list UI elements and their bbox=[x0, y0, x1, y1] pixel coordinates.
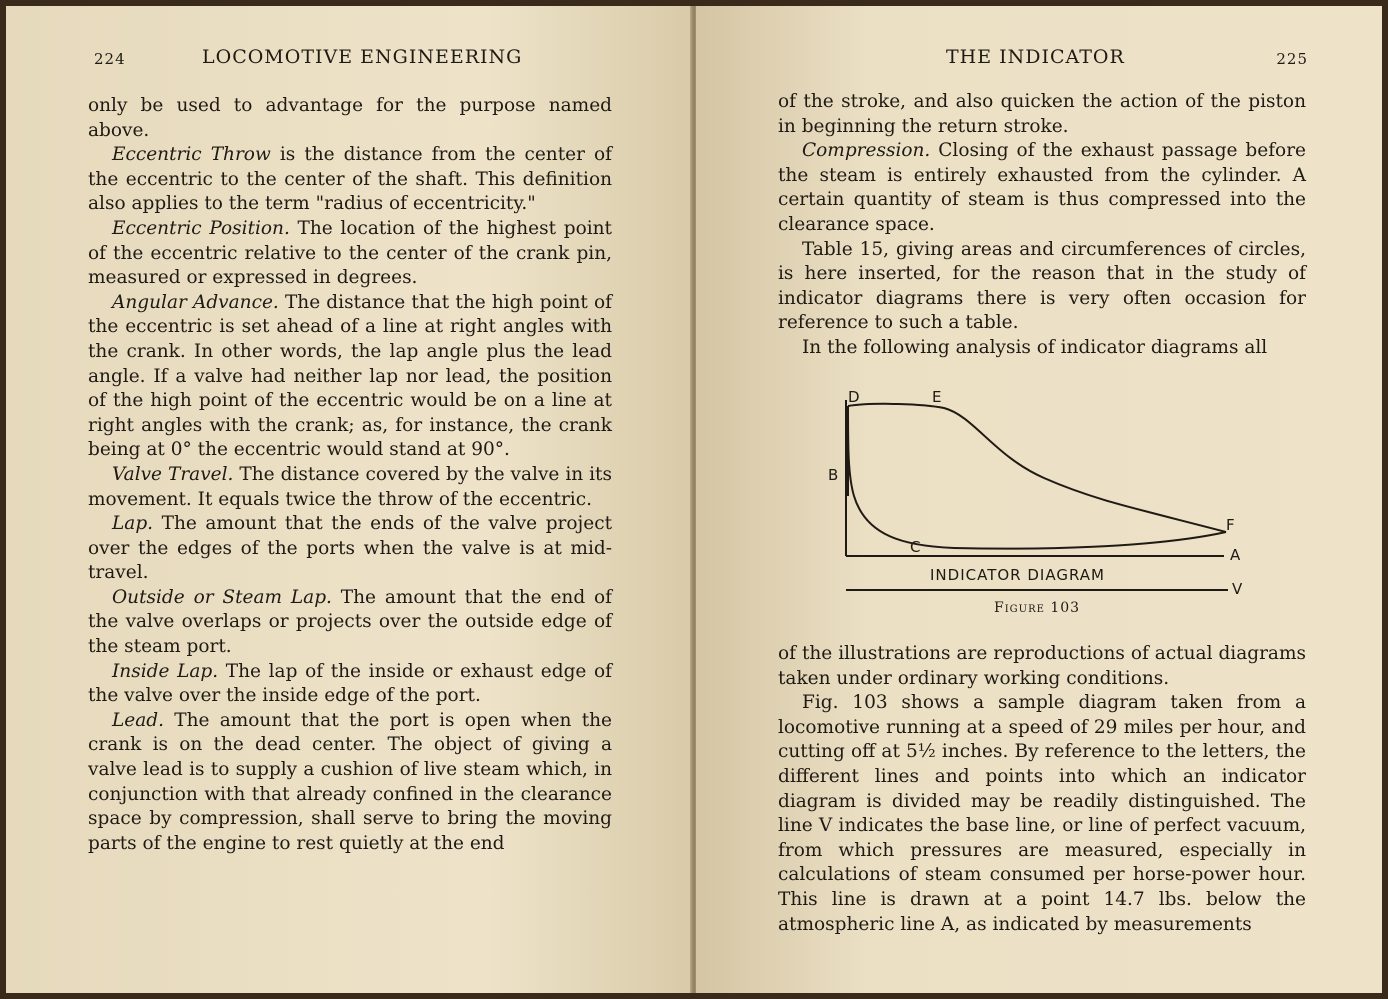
label-f: F bbox=[1226, 516, 1235, 534]
defined-term: Eccentric Position. bbox=[112, 217, 290, 239]
figure-caption: Figure 103 bbox=[994, 600, 1081, 616]
paragraph: of the stroke, and also quicken the action of the piston in beginning the return stroke. bbox=[778, 91, 1306, 137]
right-page-body-bottom bbox=[778, 642, 1306, 937]
page-number: 225 bbox=[1276, 50, 1308, 68]
left-page bbox=[6, 6, 692, 993]
defined-term: Valve Travel. bbox=[112, 463, 234, 485]
expansion-curve bbox=[848, 404, 1226, 532]
paragraph: Lap. The amount that the ends of the valve project over the edges of the ports when the valve is at mid-travel. bbox=[88, 513, 612, 584]
left-page-header bbox=[94, 46, 614, 72]
paragraph: Eccentric Throw is the distance from the center of the eccentric to the center of the shaft. This definition also applies to the term "radius of eccentricity." bbox=[88, 144, 612, 215]
label-a: A bbox=[1230, 546, 1241, 564]
paragraph: Eccentric Position. The location of the highest point of the eccentric relative to the center of the crank pin, measured or expressed in degrees. bbox=[88, 217, 612, 289]
book-spread bbox=[6, 6, 1382, 993]
paragraph: Inside Lap. The lap of the inside or exhaust edge of the valve over the inside edge of the port. bbox=[88, 660, 613, 707]
running-title: THE INDICATOR bbox=[946, 46, 1125, 68]
right-page-body-top bbox=[778, 90, 1306, 361]
paragraph: Compression. Closing of the exhaust passage before the steam is entirely exhausted from the cylinder. A certain quantity of steam is thus compressed into the clearance space. bbox=[778, 140, 1306, 235]
paragraph: Outside or Steam Lap. The amount that the end of the valve overlaps or projects over the outside edge of the steam port. bbox=[88, 586, 612, 658]
label-v: V bbox=[1232, 580, 1243, 598]
indicator-diagram bbox=[834, 386, 1254, 596]
running-title: LOCOMOTIVE ENGINEERING bbox=[202, 46, 523, 68]
page-number: 224 bbox=[94, 50, 126, 68]
paragraph: of the illustrations are reproductions of actual diagrams taken under ordinary working conditions. bbox=[778, 643, 1306, 689]
diagram-title: INDICATOR DIAGRAM bbox=[930, 566, 1105, 584]
defined-term: Lap. bbox=[112, 513, 154, 535]
defined-term: Outside or Steam Lap. bbox=[112, 586, 332, 608]
label-c: C bbox=[910, 538, 921, 556]
defined-term: Compression. bbox=[802, 140, 931, 162]
paragraph: Table 15, giving areas and circumferences of circles, is here inserted, for the reason that in the study of indicator diagrams there is very often occasion for reference to such a table. bbox=[778, 238, 1306, 334]
label-b: B bbox=[828, 466, 839, 484]
defined-term: Inside Lap. bbox=[112, 660, 219, 682]
paragraph: Lead. The amount that the port is open when the crank is on the dead center. The object of giving a valve lead is to supply a cushion of live steam which, in conjunction with that already confined in the clearance space by compression, shall serve to bring the moving parts of the engine to rest quietly at the end bbox=[88, 709, 612, 854]
paragraph: only be used to advantage for the purpose named above. bbox=[88, 95, 612, 141]
paragraph: Fig. 103 shows a sample diagram taken from a locomotive running at a speed of 29 miles per hour, and cutting off at 5½ inches. By reference to the letters, the different lines and points into which an indicator diagram is divided may be readily distinguished. The line V indicates the base line, or line of perfect vacuum, from which pressures are measured, especially in calculations of steam consumed per horse-power hour. This line is drawn at a point 14.7 lbs. below the atmospheric line A, as indicated by measurements bbox=[778, 692, 1306, 935]
defined-term: Lead. bbox=[112, 709, 164, 731]
right-page bbox=[696, 6, 1382, 993]
exhaust-compression-curve bbox=[848, 408, 1226, 549]
defined-term: Angular Advance. bbox=[112, 291, 279, 313]
right-page-header bbox=[946, 46, 1308, 72]
paragraph: In the following analysis of indicator diagrams all bbox=[802, 336, 1268, 358]
label-e: E bbox=[932, 388, 942, 406]
left-page-body bbox=[88, 94, 612, 856]
indicator-diagram-figure bbox=[828, 386, 1254, 626]
paragraph: Valve Travel. The distance covered by the valve in its movement. It equals twice the throw of the eccentric. bbox=[88, 463, 612, 510]
defined-term: Eccentric Throw bbox=[112, 144, 271, 166]
paragraph: Angular Advance. The distance that the high point of the eccentric is set ahead of a line at right angles with the crank. In other words, the lap angle plus the lead angle. If a valve had neither lap nor lead, the position of the high point of the eccentric would be on a line at right angles with the crank; as, for instance, the crank being at 0° the eccentric would stand at 90°. bbox=[88, 291, 612, 461]
label-d: D bbox=[848, 388, 860, 406]
